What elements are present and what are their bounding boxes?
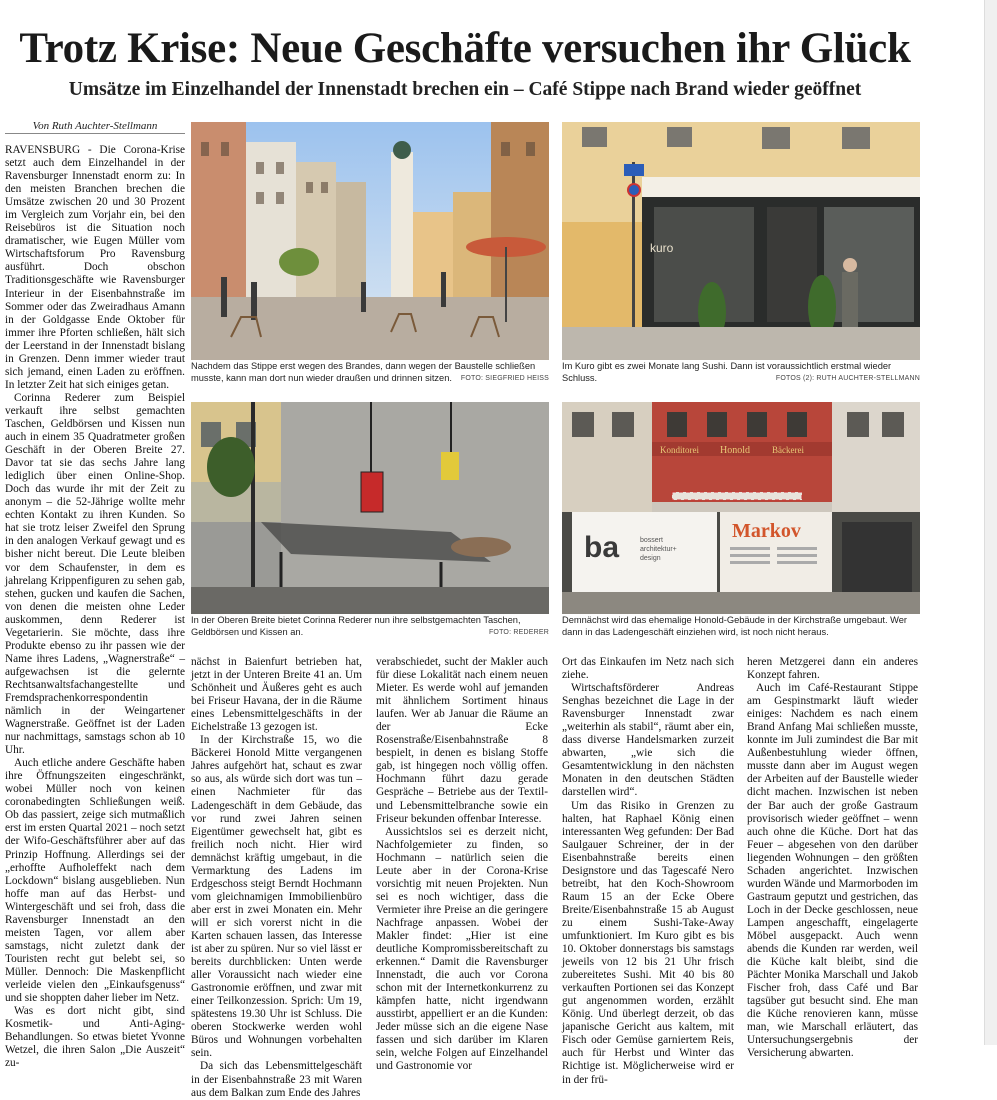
photo-credit: FOTOS (2): RUTH AUCHTER-STELLMANN xyxy=(775,374,920,382)
sign-konditorei: Konditorei xyxy=(660,445,699,455)
paragraph: heren Metzgerei dann ein anderes Konzept fahren. xyxy=(747,656,918,682)
paragraph: Auch im Café-Restaurant Stippe am Gespinstmarkt läuft wieder einiges: Nachdem es nach einem Brand Anfang Mai schließen musste, konnte im Juli zumindest die Bar mit Außenbestuhlung wieder öffnen, musste dann aber im August wegen der Arbeiten auf der Baustelle wieder dicht machen. Inzwischen ist neben der Bar auch der große Gastraum provisorisch wieder geöffnet – wenn auch ohne die Küche. Dort hat das Feuer – abgesehen von den darüber liegenden Wohnungen – den größten Schaden angerichtet. Inzwischen wurden Wände und Marmorboden im Gastraum geputzt und gestrichen, das Loch in der Decke geschlossen, neue Lampen angeschafft, eingelagerte Möbel ausgepackt. Auch wenn abends die Kunden rar werden, weil die Küche kalt bleibt, sind die Pächter Monika Marschall und Jakob Fischer froh, dass Café und Bar tagsüber gut besucht sind. Ehe man die Küche renovieren kann, müsse man, wie Marschall erläutert, das Untersuchungsergebnis der Versicherung abwarten. xyxy=(747,682,918,1060)
paragraph: Was es dort nicht gibt, sind Kosmetik- und Anti-Aging-Behandlungen. So etwas bietet Yvonne Wetzel, die ihren Salon „Die Auszeit“ zu- xyxy=(5,1005,185,1070)
paragraph: In der Kirchstraße 15, wo die Bäckerei Honold Mitte vergangenen Jahres aufgehört hat, schaut es zwar so aus, als würde sich dort was tun – einen Nachmieter für das Ladengeschäft in dem Gebäude, das vor rund zwei Jahren seinen Eigentümer gewechselt hat, gibt es freilich noch nicht. Hier wird demnächst kräftig umgebaut, in die Vermarktung des Ladens im Erdgeschoss steigt Berndt Hochmann vom gleichnamigen Immobilienbüro aber erst in zwei Monaten ein. Mehr will er sich vorerst nicht in die Karten schauen lassen, das Interesse ist aber zu spüren. Nur so viel lässt er bereits durchblicken: Unten werde aller Voraussicht nach wieder eine Gastronomie eröffnen, und zwar mit einer Teilkonzession. Sprich: Um 19, spätestens 19.30 Uhr ist Schluss. Die oberen Stockwerke werden wohl Büros und Wohnungen vorbehalten sein. xyxy=(191,734,362,1060)
paragraph: RAVENSBURG - Die Corona-Krise setzt auch dem Einzelhandel in der Ravensburger Innenstadt enorm zu: In den meisten Branchen brechen die Umsätze zwischen 20 und 30 Prozent im Vergleich zum Vorjahr ein, bei den Reisebüros ist die Situation noch dramatischer, wie Eugen Müller vom Wirtschaftsforum Pro Ravensburg ausführt. Doch obschon Traditionsgeschäfte wie Ravensburger Interieur in der Eisenbahnstraße im Sommer oder das Zweiradhaus Amann in der Goldgasse Ende Oktober für immer ihre Pforten schließen, hält sich der Leerstand in der Innenstadt bislang in Grenzen. Denn immer wieder traut sich jemand, einen Laden zu eröffnen. In letzter Zeit hat sich einiges getan. xyxy=(5,144,185,391)
paragraph: nächst in Baienfurt betrieben hat, jetzt in der Unteren Breite 41 an. Um Schönheit und Äußeres geht es auch bei Friseur Havana, der in die Räume eines Lebensmittelgeschäfts in der Eichelstraße 13 gezogen ist. xyxy=(191,656,362,734)
photo-caption xyxy=(562,615,920,638)
banner-markov: Markov xyxy=(732,520,801,542)
page-edge xyxy=(984,0,997,1045)
text-column-3 xyxy=(376,656,548,1074)
photo-caption xyxy=(191,361,549,384)
paragraph: Da sich das Lebensmittelgeschäft in der Eisenbahnstraße 23 mit Waren aus dem Balkan zum Ende des Jahres xyxy=(191,1060,362,1099)
photo-credit: FOTO: SIEGFRIED HEISS xyxy=(460,374,549,382)
caption-text: Demnächst wird das ehemalige Honold-Gebäude in der Kirchstraße umgebaut. Wer dann in das Ladengeschäft einziehen wird, ist noch nicht heraus. xyxy=(562,615,908,637)
paragraph: Wirtschaftsförderer Andreas Senghas bezeichnet die Lage in der Ravensburger Innenstadt zwar „weiterhin als stabil“, räumt aber ein, dass diverse Handelsmarken zurzeit abwarten, „wie sich die Gesamtentwicklung in den nächsten Monaten in den deutschen Städten darstellen wird“. xyxy=(562,682,734,799)
paragraph: verabschiedet, sucht der Makler auch für diese Lokalität nach einem neuen Mieter. Es werde wohl auf jemanden mit ähnlichem Sortiment hinaus laufen. Wer ab Januar die Räume an der Ecke Rosenstraße/Eisenbahnstraße 8 bespielt, in denen es bislang Stoffe gab, ist hingegen noch völlig offen. Hochmann führt dazu gerade Gespräche – Betriebe aus der Textil- und Lebensmittelbranche sowie ein Friseur bekunden offenbar Interesse. xyxy=(376,656,548,825)
caption-text: Nachdem das Stippe erst wegen des Brandes, dann wegen der Baustelle schließen musste, kann man dort nun wieder draußen und drinnen sitzen. xyxy=(191,361,536,383)
banner-logo-ba: ba xyxy=(584,531,620,564)
text-column-4 xyxy=(562,656,734,1087)
text-column-2 xyxy=(191,656,362,1100)
caption-text: Im Kuro gibt es zwei Monate lang Sushi. Dann ist voraussichtlich erstmal wieder Schluss. xyxy=(562,361,892,383)
kuro-sign: kuro xyxy=(650,241,674,255)
photo-kuro-shop xyxy=(562,122,920,360)
paragraph: Ort das Einkaufen im Netz nach sich ziehe. xyxy=(562,656,734,682)
paragraph: Auch etliche andere Geschäfte haben ihre Öffnungszeiten eingeschränkt, wobei Müller noch von keinen coronabedingten Schließungen weiß. Ob das passiert, zeige sich mutmaßlich erst im ersten Quartal 2021 – noch setzt der Wifo-Geschäftsführer aber auf das Prinzip Hoffnung. Allerdings sei der „erhoffte Aufholeffekt nach dem Lockdown“ bislang ausgeblieben. Nun hoffe man auf das Herbst- und Wintergeschäft und sei froh, dass die Ravensburger Innenstadt an den meisten Tagen, vor allem aber samstags, nicht zuletzt dank der Touristen recht gut belebt sei, so Müller. Dennoch: Die Maskenpflicht verleide vielen den „Einkaufsgenuss“ und sie shoppten daher lieber im Netz. xyxy=(5,757,185,1005)
sign-honold: Honold xyxy=(720,445,750,456)
paragraph: Corinna Rederer zum Beispiel verkauft ihre selbst gemachten Taschen, Geldbörsen und Kissen nun auch in einem 35 Quadratmeter großen Geschäft in der Oberen Breite 27. Davor tat sie das sechs Jahre lang lediglich über einen Online-Shop. Doch das wurde ihr mit der Zeit zu anonym – die 52-Jährige wollte mehr echten Kontakt zu ihren Kunden. So hat sie trotz leiser Zweifel den Sprung in den analogen Verkauf gewagt und es bisher nicht bereut. Die Leute bleiben vor dem Schaufenster, in dem es jahrelang Krippenfiguren zu sehen gab, stehen, gucken und kaufen die Sachen, von denen die meisten ohne Leder auskommen, denn Rederer ist Vegetarierin. Sie möchte, dass ihre Produkte ebenso zu ihr passen wie der Name ihres Ladens, „Wagnerstraße“ – aufgewachsen ist die gelernte Rechtsanwaltsfachangestellte und Fremdsprachenkorrespondentin nämlich in der Weingartener Wagnerstraße. Geöffnet ist der Laden nur nachmittags, samstags schon ab 10 Uhr. xyxy=(5,391,185,757)
text-column-5 xyxy=(747,656,918,1060)
headline: Trotz Krise: Neue Geschäfte versuchen ihr Glück xyxy=(19,25,911,72)
photo-street-cafe xyxy=(191,122,549,360)
photo-caption xyxy=(562,361,920,384)
banner-text-design: design xyxy=(640,555,661,562)
banner-text-architektur: architektur+ xyxy=(640,546,677,553)
text-column-1 xyxy=(5,144,185,1070)
photo-caption xyxy=(191,615,549,638)
subheadline: Umsätze im Einzelhandel der Innenstadt brechen ein – Café Stippe nach Brand wieder geöffnet xyxy=(68,79,862,100)
sign-baeckerei: Bäckerei xyxy=(772,445,804,455)
paragraph: Aussichtslos sei es derzeit nicht, Nachfolgemieter zu finden, so Hochmann – natürlich seien die Leute aber in der Corona-Krise vorsichtig mit neuen Projekten. Nun sei es noch wichtiger, dass die Vermieter ihre Preise an die geringere Nachfrage anpassen. Wobei der Makler findet: „Hier ist eine deutliche Kompromissbereitschaft zu erkennen.“ Damit die Ravensburger Innenstadt, die auch vor Corona schon mit der Internetkonkurrenz zu kämpfen hatte, nicht irgendwann ausstirbt, appelliert er an die Kunden: Jeder müsse sich an die eigene Nase fassen und sich darüber im Klaren sein, welche Folgen auf Einzelhandel und Gastronomie vor xyxy=(376,825,548,1073)
photo-honold-building xyxy=(562,402,920,614)
photo-credit: FOTO: REDERER xyxy=(488,628,549,636)
paragraph: Um das Risiko in Grenzen zu halten, hat Raphael König einen interessanten Weg gefunden: Der Bad Saulgauer Schreiner, der in der Eisenbahnstraße bereits einen Designstore und das Tagescafé Nero betreibt, hat den Koch-Showroom Raum 15 an der Ecke Obere Breite/Eisenbahnstraße 15 ab August zu einem Sushi-Take-Away umfunktioniert. Im Kuro gibt es bis 10. Oktober donnerstags bis samstags jeweils von 12 bis 21 Uhr frisch zubereitetes Sushi. Mit 40 bis 80 verkauften Portionen sei das Konzept gut angenommen worden, erzählt König. Und überlegt derzeit, ob das japanische Gericht aus kaltem, mit Fisch oder Gemüse garniertem Reis, auch für Herbst und Winter das Richtige ist. Möglicherweise wird er in der frü- xyxy=(562,799,734,1086)
caption-text: In der Oberen Breite bietet Corinna Rederer nun ihre selbstgemachten Taschen, Geldbörsen und Kissen an. xyxy=(191,615,521,637)
banner-text-bossert: bossert xyxy=(640,537,663,544)
byline: Von Ruth Auchter-Stellmann xyxy=(5,120,185,134)
photo-shop-window xyxy=(191,402,549,614)
